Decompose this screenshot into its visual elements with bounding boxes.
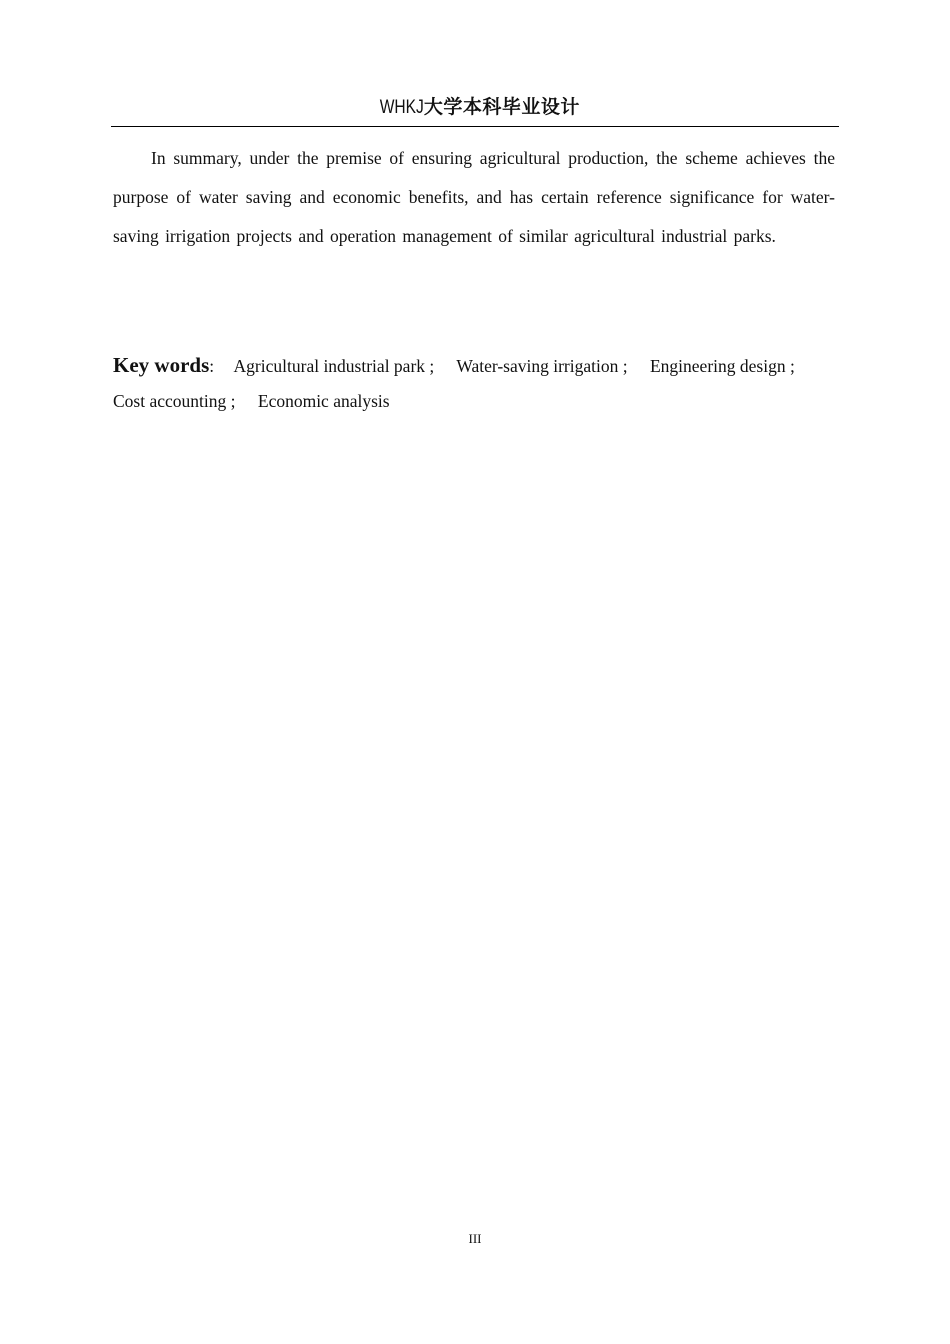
keyword-item: Cost accounting ; bbox=[113, 391, 236, 411]
keyword-item: Water-saving irrigation ; bbox=[456, 356, 628, 376]
page-number: III bbox=[468, 1231, 482, 1246]
abstract-paragraph: In summary, under the premise of ensuring agricultural production, the scheme achieves the purpose of water saving and economic benefits, and has certain reference significance for water-saving irrigation projects and operation management of similar agricultural industrial parks. bbox=[113, 148, 835, 246]
keyword-item: Economic analysis bbox=[257, 391, 390, 411]
header-title-cjk: 大学本科毕业设计 bbox=[423, 96, 580, 118]
keywords-line bbox=[113, 348, 813, 419]
keyword-item: Engineering design ; bbox=[649, 356, 795, 376]
page-header bbox=[111, 92, 839, 127]
header-title bbox=[370, 92, 580, 123]
keyword-item: Agricultural industrial park ; bbox=[233, 356, 435, 376]
keywords-colon: : bbox=[209, 356, 215, 376]
header-title-latin: WHKJ bbox=[379, 97, 424, 118]
keywords-label: Key words bbox=[113, 353, 210, 377]
